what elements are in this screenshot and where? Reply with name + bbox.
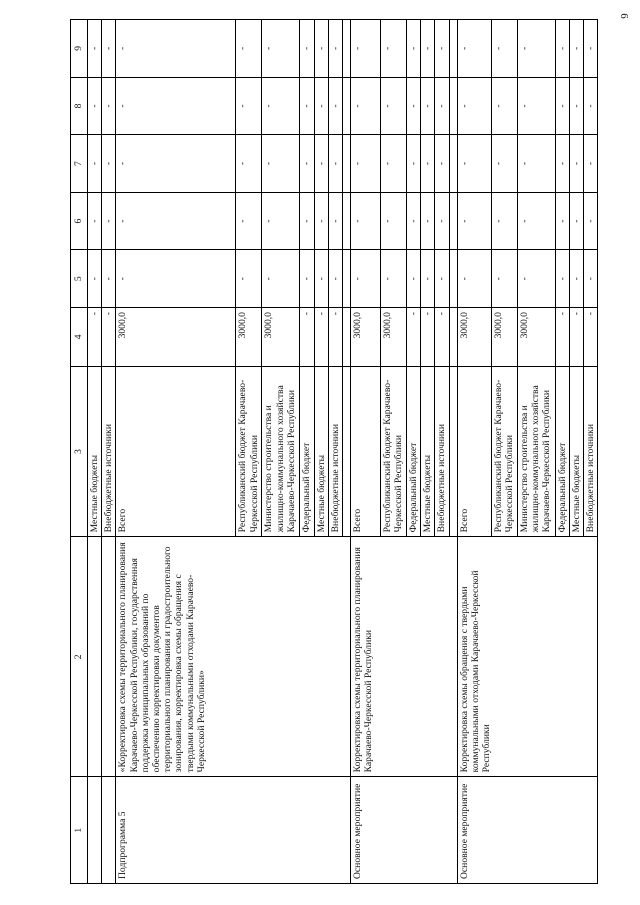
value-cell: - xyxy=(491,20,517,78)
value-cell: - xyxy=(435,77,449,135)
value-cell: - xyxy=(236,20,262,78)
description-cell: Корректировка схемы территориального планирования Карачаево-Черкесской Республики xyxy=(351,537,458,777)
value-cell: - xyxy=(351,135,381,193)
value-cell: - xyxy=(569,20,583,78)
value-cell: - xyxy=(517,20,555,78)
value-cell: - xyxy=(584,250,598,308)
value-cell: - xyxy=(262,135,300,193)
source-label: Внебюджетные источники xyxy=(328,366,342,537)
program-cell: Основное мероприятие xyxy=(351,777,458,884)
value-cell: - xyxy=(517,77,555,135)
source-label: Всего xyxy=(457,366,491,537)
value-cell: - xyxy=(116,77,236,135)
source-label: Внебюджетные источники xyxy=(102,366,116,537)
value-cell: - xyxy=(300,135,314,193)
value-cell: - xyxy=(381,77,407,135)
value-cell: - xyxy=(555,250,569,308)
column-header: 7 xyxy=(71,135,88,193)
value-cell: - xyxy=(407,20,421,78)
column-header: 1 xyxy=(71,777,88,884)
value-cell: - xyxy=(116,250,236,308)
value-cell: - xyxy=(435,308,449,367)
value-cell: - xyxy=(102,308,116,367)
value-cell: - xyxy=(314,308,328,367)
rotated-page xyxy=(70,19,640,884)
value-cell: - xyxy=(457,135,491,193)
value-cell: - xyxy=(584,77,598,135)
value-cell xyxy=(343,77,351,135)
page-number: 6 xyxy=(617,13,630,19)
value-cell xyxy=(449,308,457,367)
value-cell xyxy=(343,308,351,367)
value-cell: 3000,0 xyxy=(262,308,300,367)
value-cell: - xyxy=(116,20,236,78)
value-cell: - xyxy=(300,192,314,250)
column-header: 9 xyxy=(71,20,88,78)
source-label: Республиканский бюджет Карачаево-Черкесской Республики xyxy=(381,366,407,537)
source-label xyxy=(343,366,351,537)
source-label: Местные бюджеты xyxy=(421,366,435,537)
value-cell xyxy=(449,77,457,135)
value-cell: - xyxy=(569,77,583,135)
value-cell: - xyxy=(457,77,491,135)
value-cell: - xyxy=(517,250,555,308)
source-label: Внебюджетные источники xyxy=(584,366,598,537)
value-cell: - xyxy=(300,250,314,308)
source-label: Республиканский бюджет Карачаево-Черкесской Республики xyxy=(236,366,262,537)
description-cell xyxy=(88,537,102,777)
value-cell: - xyxy=(569,192,583,250)
value-cell: - xyxy=(88,308,102,367)
value-cell: - xyxy=(407,250,421,308)
table-row xyxy=(102,20,116,884)
value-cell: - xyxy=(435,192,449,250)
value-cell: - xyxy=(314,77,328,135)
source-label: Внебюджетные источники xyxy=(435,366,449,537)
value-cell: - xyxy=(555,192,569,250)
value-cell: 3000,0 xyxy=(236,308,262,367)
value-cell: - xyxy=(457,192,491,250)
description-cell xyxy=(102,537,116,777)
value-cell: 3000,0 xyxy=(351,308,381,367)
value-cell: - xyxy=(555,20,569,78)
value-cell: - xyxy=(435,20,449,78)
source-label: Местные бюджеты xyxy=(314,366,328,537)
source-label: Министерство строительства и жилищно-коммунального хозяйства Карачаево-Черкесской Республики xyxy=(262,366,300,537)
value-cell: - xyxy=(351,20,381,78)
value-cell: - xyxy=(491,250,517,308)
value-cell: - xyxy=(555,135,569,193)
value-cell: - xyxy=(116,192,236,250)
table-row xyxy=(88,20,102,884)
value-cell: 3000,0 xyxy=(491,308,517,367)
value-cell: 3000,0 xyxy=(457,308,491,367)
value-cell: - xyxy=(88,250,102,308)
source-label: Всего xyxy=(351,366,381,537)
value-cell: - xyxy=(88,135,102,193)
value-cell: - xyxy=(421,20,435,78)
value-cell: - xyxy=(457,20,491,78)
value-cell: - xyxy=(517,192,555,250)
value-cell: - xyxy=(435,250,449,308)
description-cell: Корректировка схемы обращения с твердыми коммунальными отходами Карачаево-Черкесской Республики xyxy=(457,537,598,777)
value-cell: 3000,0 xyxy=(517,308,555,367)
value-cell xyxy=(343,192,351,250)
value-cell xyxy=(449,135,457,193)
source-label: Местные бюджеты xyxy=(569,366,583,537)
source-label: Министерство строительства и жилищно-коммунального хозяйства Карачаево-Черкесской Республики xyxy=(517,366,555,537)
value-cell: - xyxy=(300,20,314,78)
description-cell: «Корректировка схемы территориального планирования Карачаево-Черкесской Республики, государственная поддержка муниципальных образований по обеспечению корректировки документов территориального планирования и градостроительного зонирования, корректировка схемы обращения с твердыми коммунальными отходами Карачаево-Черкесской Республики» xyxy=(116,537,351,777)
value-cell: - xyxy=(262,192,300,250)
value-cell: - xyxy=(555,77,569,135)
value-cell: - xyxy=(555,308,569,367)
column-header: 2 xyxy=(71,537,88,777)
value-cell: - xyxy=(421,308,435,367)
value-cell xyxy=(343,250,351,308)
value-cell: - xyxy=(407,135,421,193)
value-cell: - xyxy=(381,20,407,78)
value-cell: - xyxy=(407,308,421,367)
budget-table xyxy=(70,19,598,884)
value-cell: - xyxy=(569,308,583,367)
value-cell: - xyxy=(491,77,517,135)
value-cell: - xyxy=(88,77,102,135)
value-cell: - xyxy=(351,77,381,135)
value-cell: - xyxy=(491,192,517,250)
value-cell: - xyxy=(421,250,435,308)
value-cell: - xyxy=(435,135,449,193)
column-header: 4 xyxy=(71,308,88,367)
value-cell: - xyxy=(300,308,314,367)
value-cell xyxy=(449,250,457,308)
value-cell: - xyxy=(300,77,314,135)
value-cell: - xyxy=(102,192,116,250)
value-cell: - xyxy=(328,192,342,250)
program-cell: Основное мероприятие xyxy=(457,777,598,884)
value-cell: - xyxy=(407,192,421,250)
column-header: 8 xyxy=(71,77,88,135)
value-cell: - xyxy=(262,77,300,135)
value-cell: - xyxy=(381,192,407,250)
value-cell: - xyxy=(236,135,262,193)
value-cell: - xyxy=(102,77,116,135)
source-label: Федеральный бюджет xyxy=(555,366,569,537)
header-row xyxy=(71,20,88,884)
value-cell: - xyxy=(314,250,328,308)
table-row xyxy=(351,20,381,884)
value-cell: - xyxy=(262,20,300,78)
value-cell: - xyxy=(102,135,116,193)
value-cell: - xyxy=(491,135,517,193)
value-cell: - xyxy=(314,192,328,250)
source-label: Федеральный бюджет xyxy=(407,366,421,537)
table-row xyxy=(457,20,491,884)
value-cell: - xyxy=(236,77,262,135)
program-cell: Подпрограмма 5 xyxy=(116,777,351,884)
value-cell xyxy=(343,135,351,193)
value-cell xyxy=(449,20,457,78)
value-cell: - xyxy=(328,135,342,193)
value-cell: - xyxy=(328,308,342,367)
value-cell: - xyxy=(381,250,407,308)
value-cell: - xyxy=(457,250,491,308)
value-cell: - xyxy=(328,77,342,135)
value-cell: - xyxy=(421,77,435,135)
value-cell: - xyxy=(314,20,328,78)
value-cell: - xyxy=(584,308,598,367)
value-cell: - xyxy=(517,135,555,193)
value-cell: 3000,0 xyxy=(381,308,407,367)
value-cell: - xyxy=(236,250,262,308)
column-header: 5 xyxy=(71,250,88,308)
value-cell xyxy=(343,20,351,78)
source-label: Всего xyxy=(116,366,236,537)
program-cell xyxy=(102,777,116,884)
value-cell: - xyxy=(314,135,328,193)
value-cell xyxy=(449,192,457,250)
value-cell: - xyxy=(569,250,583,308)
column-header: 6 xyxy=(71,192,88,250)
value-cell: - xyxy=(236,192,262,250)
source-label: Федеральный бюджет xyxy=(300,366,314,537)
value-cell: - xyxy=(116,135,236,193)
value-cell: - xyxy=(351,192,381,250)
value-cell: - xyxy=(584,192,598,250)
value-cell: - xyxy=(407,77,421,135)
value-cell: - xyxy=(328,250,342,308)
table-row xyxy=(116,20,236,884)
value-cell: - xyxy=(584,20,598,78)
value-cell: - xyxy=(584,135,598,193)
value-cell: - xyxy=(569,135,583,193)
value-cell: - xyxy=(328,20,342,78)
value-cell: - xyxy=(88,192,102,250)
value-cell: - xyxy=(102,20,116,78)
program-cell xyxy=(88,777,102,884)
value-cell: - xyxy=(262,250,300,308)
value-cell: 3000,0 xyxy=(116,308,236,367)
value-cell: - xyxy=(351,250,381,308)
value-cell: - xyxy=(421,192,435,250)
value-cell: - xyxy=(88,20,102,78)
value-cell: - xyxy=(381,135,407,193)
column-header: 3 xyxy=(71,366,88,537)
source-label: Местные бюджеты xyxy=(88,366,102,537)
value-cell: - xyxy=(421,135,435,193)
value-cell: - xyxy=(102,250,116,308)
source-label: Республиканский бюджет Карачаево-Черкесской Республики xyxy=(491,366,517,537)
source-label xyxy=(449,366,457,537)
